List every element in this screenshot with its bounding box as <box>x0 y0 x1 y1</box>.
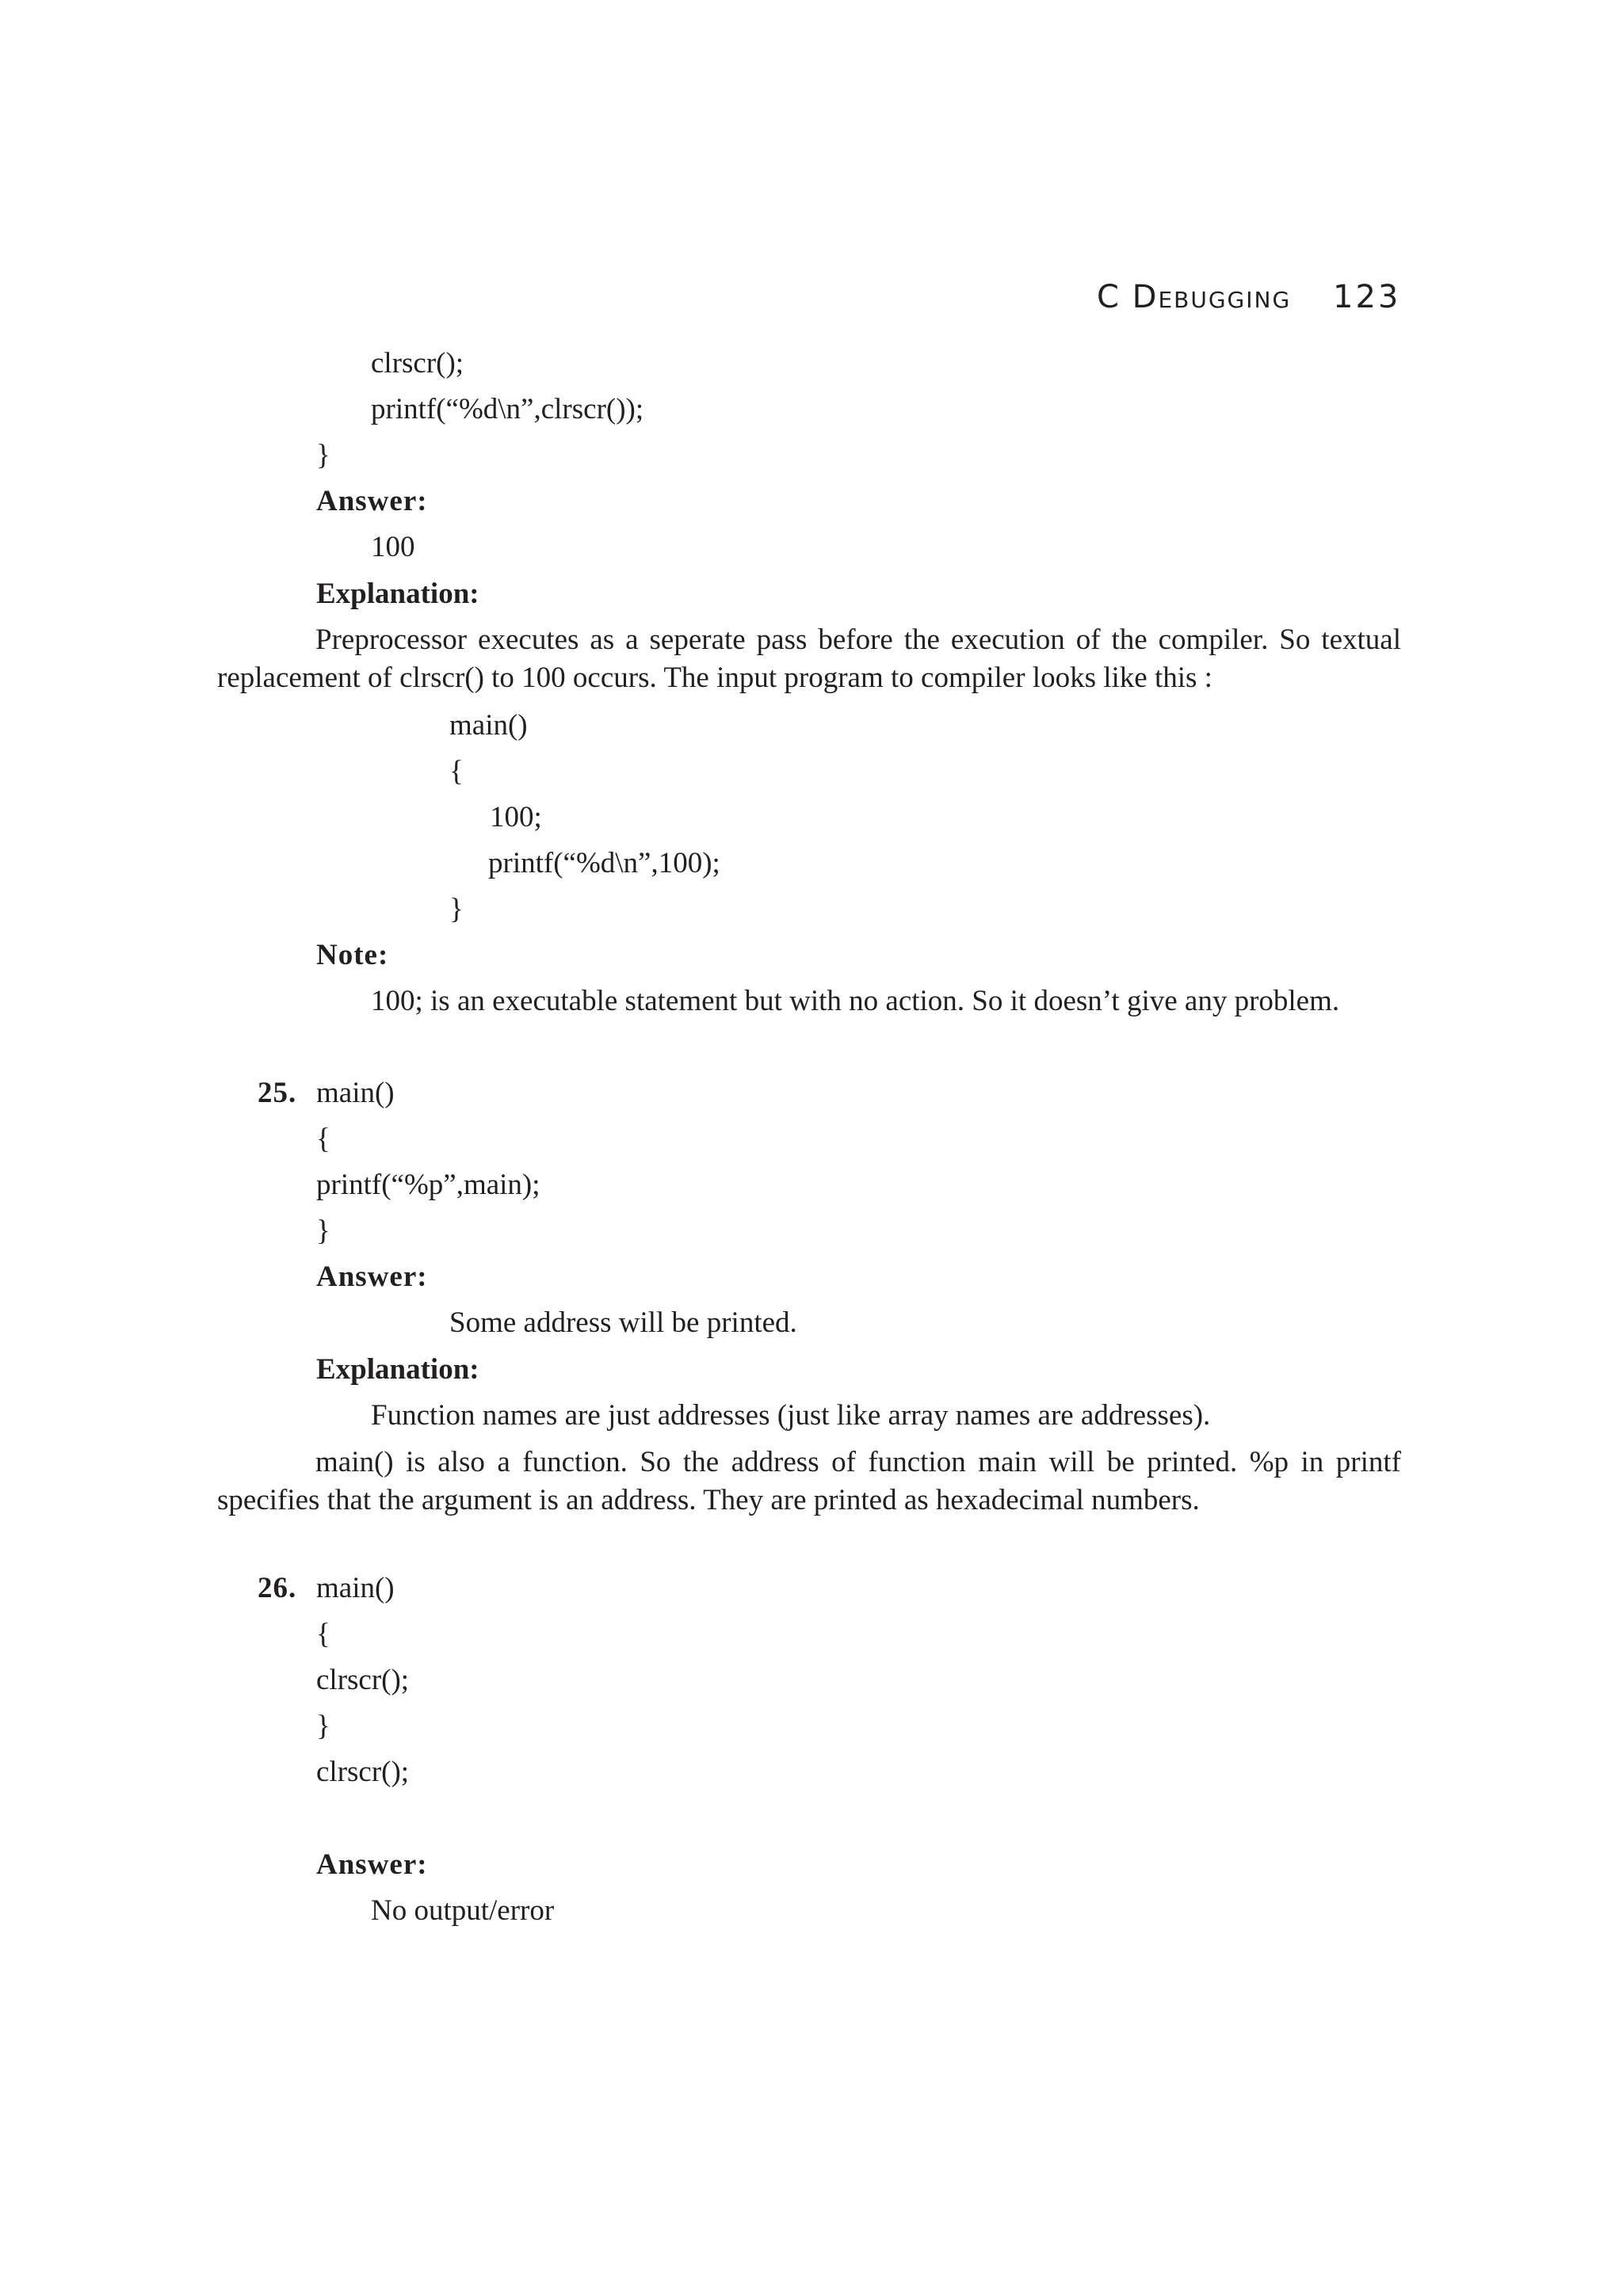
code-line: } <box>449 893 464 925</box>
code-line: clrscr(); <box>371 347 464 379</box>
code-line: clrscr(); <box>316 1756 410 1788</box>
code-line: } <box>316 439 330 471</box>
explanation-text: Function names are just addresses (just like array names are addresses). <box>371 1399 1211 1432</box>
answer-text: 100 <box>371 531 415 563</box>
code-line: } <box>316 1215 330 1247</box>
explanation-text: Preprocessor executes as a seperate pass before the execution of the compiler. So textual replacement of clrscr() to 100 occurs. The input program to compiler looks like this : <box>217 624 1401 694</box>
explanation-paragraph <box>217 1444 1401 1520</box>
answer-label: Answer: <box>316 485 428 517</box>
answer-text: No output/error <box>371 1894 555 1927</box>
code-line: printf(“%p”,main); <box>316 1169 540 1201</box>
code-line: printf(“%d\n”,clrscr()); <box>371 393 644 425</box>
explanation-paragraph <box>217 621 1401 697</box>
explanation-label: Explanation: <box>316 578 479 610</box>
page-number: 123 <box>1333 279 1401 315</box>
code-line: { <box>316 1618 330 1650</box>
question-number: 26. <box>258 1572 297 1604</box>
answer-label: Answer: <box>316 1848 428 1881</box>
code-line: 100; <box>490 801 542 833</box>
code-line: { <box>449 755 464 788</box>
explanation-label: Explanation: <box>316 1353 479 1386</box>
explanation-text: main() is also a function. So the address of function main will be printed. %p in printf specifies that the argument is an address. They are printed as hexadecimal numbers. <box>217 1446 1401 1516</box>
code-line: main() <box>449 709 528 742</box>
question-number: 25. <box>258 1077 297 1109</box>
chapter-title: C Debugging <box>1097 279 1292 315</box>
code-line: main() <box>316 1572 395 1604</box>
note-text: 100; is an executable statement but with no action. So it doesn’t give any problem. <box>371 985 1340 1017</box>
answer-label: Answer: <box>316 1261 428 1293</box>
code-line: main() <box>316 1077 395 1109</box>
code-line: clrscr(); <box>316 1664 410 1696</box>
code-line: printf(“%d\n”,100); <box>488 847 720 879</box>
note-label: Note: <box>316 939 389 971</box>
code-line: { <box>316 1123 330 1155</box>
running-header <box>1086 277 1401 317</box>
code-line: } <box>316 1710 330 1742</box>
answer-text: Some address will be printed. <box>449 1306 797 1339</box>
